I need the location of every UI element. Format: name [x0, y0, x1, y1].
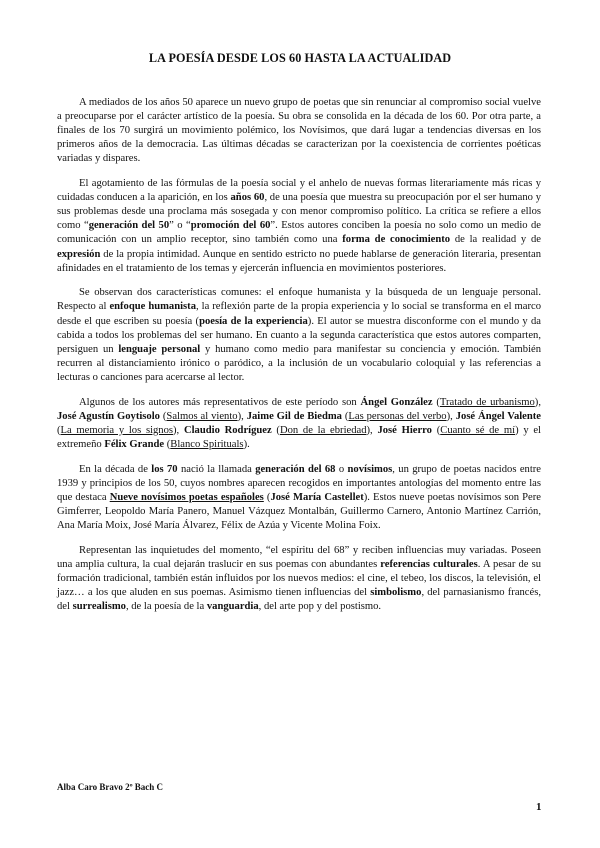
document-body — [57, 96, 541, 625]
paragraph-characteristics: Se observan dos características comunes: el enfoque humanista y la búsqueda de un lenguaje personal. Respecto al enfoque humanista, la reflexión parte de la propia experiencia y lo social se transforma en el marco desde el que escriben su poesía (poesía de la experiencia). El autor se muestra disconforme con el mundo y da cabida a todos los problemas del ser humano. En cuanto a la segunda característica que estos autores comparten, persiguen un lenguaje personal y humano como medio para manifestar su conciencia y emoción. También recurren al distanciamiento irónico o paródico, a la inclusión de un vocabulario coloquial y las referencias a lecturas o canciones para acercarse al lector. — [57, 287, 542, 383]
page-number: 1 — [536, 801, 542, 813]
footer-author: Alba Caro Bravo 2º Bach C — [57, 782, 164, 792]
paragraph-generation-50: El agotamiento de las fórmulas de la poesía social y el anhelo de nuevas formas literariamente más ricas y cuidadas conducen a la aparición, en los años 60, de una poesía que muestra su preocupación por el ser humano y sus problemas desde una proclama más sosegada y con menor compromiso político. La crítica se refiere a ellos como “generación del 50” o “promoción del 60”. Estos autores conciben la poesía no solo como un medio de comunicación con un amplio receptor, sino también como una forma de conocimiento de la realidad y de expresión de la propia intimidad. Aunque en sentido estricto no puede hablarse de generación literaria, presentan afinidades en el tratamiento de los temas y ejercerán influencia en movimientos posteriores. — [57, 178, 542, 274]
paragraph-intro: A mediados de los años 50 aparece un nuevo grupo de poetas que sin renunciar al compromiso social vuelve a preocuparse por el carácter artístico de la poesía. Su obra se consolida en la década de los 60. Por otra parte, a finales de los 70 surgirá un movimiento polémico, los Novísimos, que dará lugar a tendencias diversas en los primeros años de la democracia. Las últimas décadas se caracterizan por la coexistencia de corrientes poéticas variadas y dispares. — [57, 97, 541, 165]
paragraph-influences: Representan las inquietudes del momento, “el espíritu del 68” y reciben influencias muy variadas. Poseen una amplia cultura, la cual dejarán traslucir en sus poemas con abundantes referencias culturales. A pesar de su formación tradicional, también están influidos por los nuevos medios: el cine, el tebeo, los discos, la televisión, el jazz… a los que aluden en sus poemas. Asimismo tienen influencias del simbolismo, del parnasianismo francés, del surrealismo, de la poesía de la vanguardia, del arte pop y del postismo. — [57, 544, 541, 612]
paragraph-authors: Algunos de los autores más representativos de este período son Ángel González (Tratado de urbanismo), José Agustín Goytisolo (Salmos al viento), Jaime Gil de Biedma (Las personas del verbo), José Ángel Valente (La memoria y los signos), Claudio Rodríguez (Don de la ebriedad), José Hierro (Cuanto sé de mí) y el extremeño Félix Grande (Blanco Spirituals). — [57, 396, 542, 450]
paragraph-novisimos: En la década de los 70 nació la llamada generación del 68 o novísimos, un grupo de poetas nacidos entre 1939 y principios de los 50, cuyos nombres aparecen recogidos en importantes antologías del momento entre las que destaca Nueve novísimos poetas españoles (José María Castellet). Estos nueve poetas novísimos son Pere Gimferrer, Leopoldo María Panero, Manuel Vázquez Montalbán, Guillermo Carnero, Antonio Martínez Carrión, Ana María Moix, José María Álvarez, Félix de Azúa y Vicente Molina Foix. — [57, 463, 542, 531]
document-title: LA POESÍA DESDE LOS 60 HASTA LA ACTUALIDAD — [148, 51, 452, 65]
